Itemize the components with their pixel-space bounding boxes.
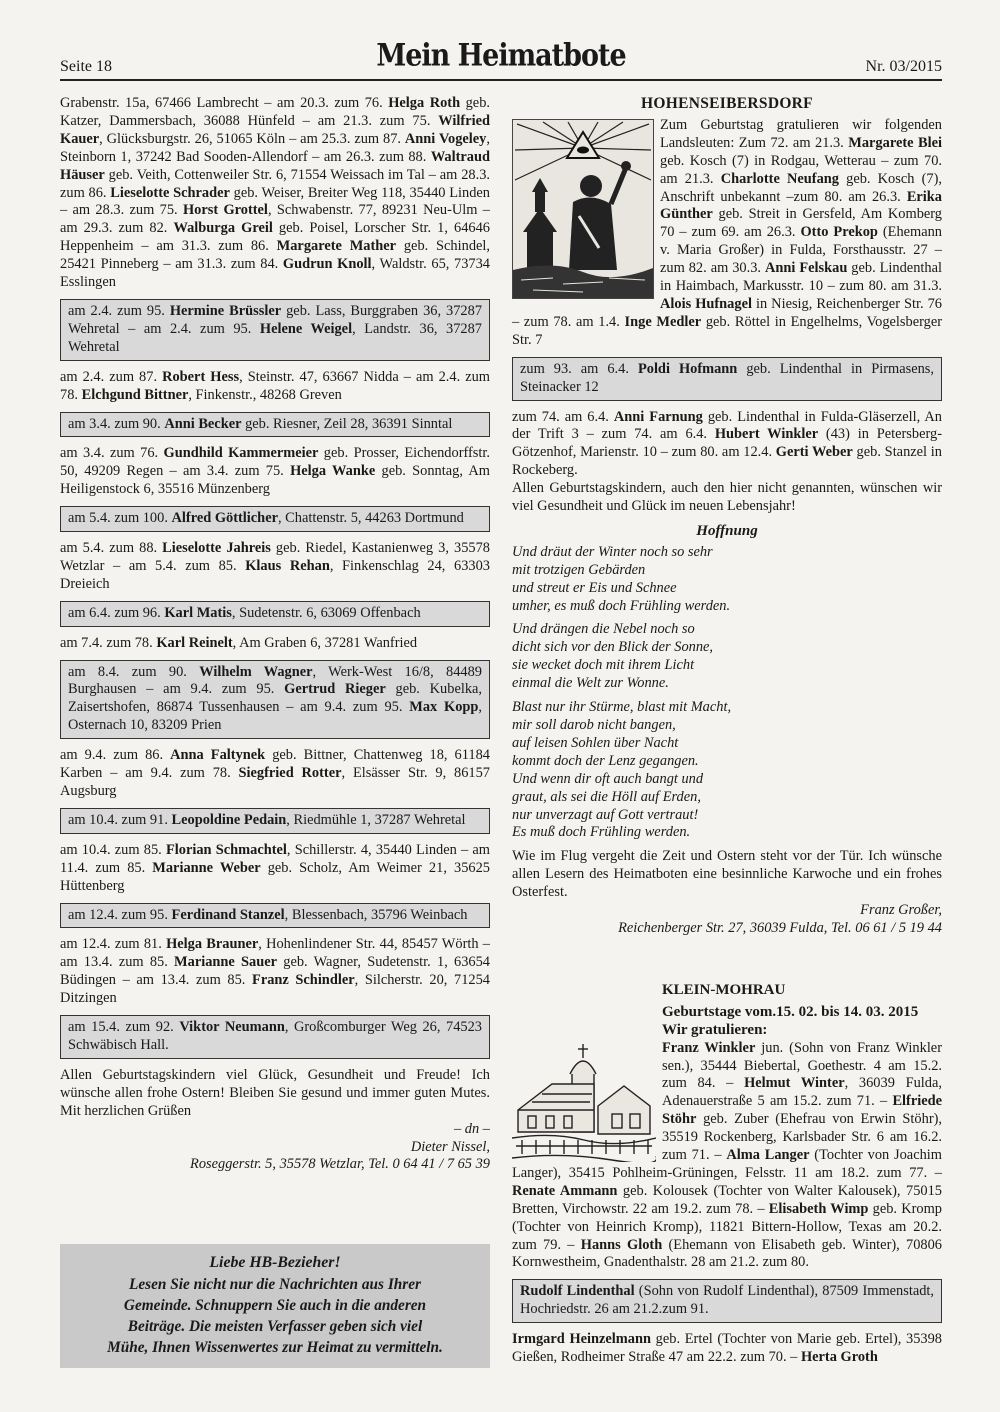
birthday-list-paragraph: am 5.4. zum 88. Lieselotte Jahreis geb. Riedel, Kastanienweg 3, 35578 Wetzlar – am 5.4. zum 85. Klaus Rehan, Finkenschlag 24, 63303 Dreieich: [60, 540, 490, 592]
person-name: Siegfried Rotter: [238, 765, 342, 782]
poem-stanza: [512, 544, 942, 616]
section-title-hohenseibersdorf: HOHENSEIBERSDORF: [641, 95, 813, 112]
person-name: Ferdinand Stanzel: [171, 906, 285, 923]
poem-line: mit trotzigen Gebärden: [512, 561, 646, 578]
klein-mohrau-subtitle: Geburtstage vom.15. 02. bis 14. 03. 2015: [662, 1003, 919, 1020]
signature-name: Dieter Nissel,: [410, 1138, 490, 1155]
person-name: Anni Becker: [164, 415, 242, 432]
poem-line: graut, als sei die Höll auf Erden,: [512, 788, 701, 805]
person-name: Gundhild Kammermeier: [163, 445, 319, 462]
person-name: Anni Vogeley: [404, 130, 487, 147]
birthday-list-paragraph: Zum Geburtstag gratulieren wir folgenden Landsleuten: Zum 72. am 21.3. Margarete Blei geb. Kosch (7) in Rodgau, Wetterau – zum 70. am 21.3. Charlotte Neufang geb. Kosch (7), Anschrift unbekannt –zum 80. am 26.3. Erika Günther geb. Streit in Gersfeld, Am Komberg 70 – zum 69. am 26.3. Otto Prekop (Ehemann v. Maria Großer) in Fulda, Forsthausstr. 27 – zum 82. am 30.3. Anni Felskau geb. Lindenthal in Haimbach, Markusstr. 10 – zum 80. am 31.3. Alois Hufnagel in Niesig, Reichenberger Str. 76 – zum 78. am 1.4. Inge Medler geb. Röttel in Engelhelms, Vogelsberger Str. 7: [512, 116, 943, 348]
highlight-box: am 10.4. zum 91. Leopoldine Pedain, Riedmühle 1, 37287 Wehretal: [60, 808, 490, 834]
person-name: Gudrun Knoll: [282, 256, 372, 273]
hb-notice-line: Mühe, Ihnen Wissenwertes zur Heimat zu vermitteln.: [107, 1339, 443, 1356]
poem-line: Und wenn dir oft auch bangt und: [512, 770, 704, 787]
person-name: Inge Medler: [624, 313, 702, 330]
birthday-list-paragraph: am 3.4. zum 76. Gundhild Kammermeier geb. Prosser, Eichendorffstr. 50, 49209 Regen – am 3.4. zum 75. Helga Wanke geb. Sonntag, Am Heiligenstock 6, 35516 Münzenberg: [60, 445, 491, 498]
person-name: Wilfried Kauer: [60, 112, 490, 147]
person-name: Irmgard Heinzelmann: [512, 1331, 651, 1348]
poem-line: einmal die Welt zur Wonne.: [512, 675, 669, 692]
person-name: Helga Brauner: [166, 936, 259, 953]
person-name: Waltraud Häuser: [60, 148, 490, 183]
birthday-list-paragraph: Irmgard Heinzelmann geb. Ertel (Tochter von Marie geb. Ertel), 35398 Gießen, Rodheimer Straße 47 am 22.2. zum 70. – Herta Groth: [512, 1331, 943, 1366]
poem-line: auf leisen Sohlen über Nacht: [512, 734, 679, 751]
person-name: Lieselotte Schrader: [110, 184, 230, 201]
poem-line: kommt doch der Lenz gegangen.: [512, 752, 699, 769]
person-name: Alois Hufnagel: [660, 295, 752, 312]
person-name: Helga Wanke: [290, 463, 376, 480]
person-name: Poldi Hofmann: [637, 360, 738, 377]
person-name: Margarete Blei: [848, 134, 942, 151]
hb-notice-line: Beiträge. Die meisten Verfasser geben sich viel: [127, 1318, 423, 1335]
person-name: Karl Matis: [164, 604, 232, 621]
poem-line: mir soll darob nicht bangen,: [512, 717, 676, 733]
hb-notice-line: Lesen Sie nicht nur die Nachrichten aus Ihrer: [129, 1276, 421, 1293]
person-name: Margarete Mather: [276, 238, 397, 255]
person-name: Anni Felskau: [764, 260, 848, 277]
highlight-box: am 2.4. zum 95. Hermine Brüssler geb. Lass, Burggraben 36, 37287 Wehretal – am 2.4. zum 95. Helene Weigel, Landstr. 36, 37287 Wehretal: [60, 299, 490, 361]
poem-line: sie wecket doch mit ihrem Licht: [512, 657, 695, 674]
person-name: Klaus Rehan: [245, 557, 330, 574]
person-name: Anni Farnung: [613, 408, 703, 425]
hb-notice-box: [60, 1244, 490, 1368]
signature-name: Franz Großer,: [860, 902, 942, 919]
signature-address: Roseggerstr. 5, 35578 Wetzlar, Tel. 0 64 41 / 7 65 39: [190, 1156, 490, 1173]
person-name: Florian Schmachtel: [165, 841, 287, 858]
poem-title: Hoffnung: [696, 522, 758, 539]
person-name: Gerti Weber: [775, 444, 853, 461]
birthday-list-paragraph: Franz Winkler jun. (Sohn von Franz Winkler sen.), 35444 Biebertal, Goethestr. 4 am 15.2. zum 84. – Helmut Winter, 36039 Fulda, Adenauerstraße 5 am 15.2. zum 71. – Elfriede Stöhr geb. Zuber (Ehefrau von Erwin Stöhr), 35519 Rockenberg, Karlsbader Str. 6 am 16.2. zum 71. – Alma Langer (Tochter von Joachim Langer), 35415 Pohlheim-Grüningen, Felsstr. 11 am 18.2. zum 77. – Renate Ammann geb. Kolousek (Tochter von Walter Kalousek), 75015 Bretten, Virchowstr. 22 am 19.2. zum 78. – Elisabeth Wimp geb. Kromp (Tochter von Heinrich Kromp), 11821 Bittern-Hollow, Texas am 20.2. zum 79. – Hanns Gloth (Ehemann von Elisabeth geb. Winter), 70806 Kornwestheim, Gnadenthalstr. 28 am 21.2. zum 80.: [512, 1039, 943, 1271]
left-column: [60, 95, 490, 1174]
birthday-list-paragraph: am 2.4. zum 87. Robert Hess, Steinstr. 47, 63667 Nidda – am 2.4. zum 78. Elchgund Bittner, Finkenstr., 48268 Greven: [60, 368, 490, 403]
poem-line: umher, es muß doch Frühling werden.: [512, 597, 731, 614]
person-name: Hubert Winkler: [714, 426, 819, 443]
person-name: Rudolf Lindenthal: [520, 1283, 635, 1300]
poem-line: nur unverzagt auf Gott vertraut!: [512, 806, 699, 823]
person-name: Wilhelm Wagner: [199, 663, 313, 680]
person-name: Herta Groth: [800, 1349, 878, 1366]
highlight-box: am 8.4. zum 90. Wilhelm Wagner, Werk-West 16/8, 84489 Burghausen – am 9.4. zum 95. Gertrud Rieger geb. Kubelka, Zaisertshofen, 86874 Tussenhausen – am 9.4. zum 95. Max Kopp, Osternach 10, 83209 Prien: [60, 660, 490, 740]
person-name: Elchgund Bittner: [81, 386, 189, 403]
poem-line: Es muß doch Frühling werden.: [512, 824, 691, 841]
person-name: Marianne Weber: [152, 859, 261, 876]
poem-line: Und drängen die Nebel noch so: [512, 621, 695, 638]
highlight-box: am 12.4. zum 95. Ferdinand Stanzel, Blessenbach, 35796 Weinbach: [60, 903, 490, 929]
person-name: Walburga Greil: [173, 220, 273, 237]
person-name: Charlotte Neufang: [720, 170, 839, 187]
signature-address: Reichenberger Str. 27, 36039 Fulda, Tel. 06 61 / 5 19 44: [618, 919, 942, 936]
hb-notice-line: Gemeinde. Schnuppern Sie auch in die anderen: [123, 1297, 427, 1314]
person-name: Hanns Gloth: [580, 1236, 663, 1253]
highlight-box: Rudolf Lindenthal (Sohn von Rudolf Lindenthal), 87509 Immenstadt, Hochriedstr. 26 am 21.2.zum 91.: [512, 1279, 942, 1323]
person-name: Viktor Neumann: [179, 1019, 285, 1036]
page-header: [60, 37, 942, 78]
saint-woodcut-icon: [512, 119, 654, 299]
easter-wishes-paragraph: Wie im Flug vergeht die Zeit und Ostern steht vor der Tür. Ich wünsche allen Lesern des Heimatboten eine besinnliche Karwoche und ein frohes Osterfest.: [512, 848, 942, 901]
poem-line: und streut er Eis und Schnee: [512, 579, 677, 596]
person-name: Alma Langer: [726, 1147, 810, 1164]
person-name: Gertrud Rieger: [284, 681, 386, 698]
person-name: Erika Günther: [660, 188, 942, 223]
issue-number: Nr. 03/2015: [865, 58, 942, 75]
person-name: Helmut Winter: [744, 1075, 845, 1092]
birthday-list-paragraph: zum 74. am 6.4. Anni Farnung geb. Lindenthal in Fulda-Gläserzell, An der Trift 3 – zum 74. am 6.4. Hubert Winkler (43) in Petersberg-Götzenhof, Marienstr. 10 – zum 80. am 12.4. Gerti Weber geb. Stanzel in Rockeberg.: [512, 408, 942, 479]
closing-text: Allen Geburtstagskindern viel Glück, Gesundheit und Freude! Ich wünsche allen frohe Ostern! Bleiben Sie gesund und immer guten Mutes. Mit herzlichen Grüßen: [60, 1066, 490, 1119]
person-name: Helene Weigel: [259, 320, 353, 337]
header-rule: [60, 79, 942, 81]
birthday-list-paragraph: am 9.4. zum 86. Anna Faltynek geb. Bittner, Chattenweg 18, 61184 Karben – am 9.4. zum 78. Siegfried Rotter, Elsässer Str. 9, 86157 Augsburg: [60, 747, 490, 799]
newspaper-title: Mein Heimatbote: [376, 37, 626, 74]
person-name: Alfred Göttlicher: [171, 510, 278, 527]
poem: [512, 544, 942, 843]
section-title-klein-mohrau: KLEIN-MOHRAU: [662, 981, 786, 998]
klein-mohrau-greeting: Wir gratulieren:: [662, 1021, 768, 1038]
person-name: Robert Hess: [162, 368, 240, 385]
wishes-paragraph: Allen Geburtstagskindern, auch den hier nicht genannten, wünschen wir viel Gesundheit und Glück im neuen Lebensjahr!: [512, 480, 942, 515]
person-name: Max Kopp: [409, 699, 479, 716]
poem-stanza: [512, 699, 942, 842]
poem-line: Und dräut der Winter noch so sehr: [512, 543, 713, 560]
poem-stanza: [512, 621, 942, 693]
highlight-box: am 15.4. zum 92. Viktor Neumann, Großcomburger Weg 26, 74523 Schwäbisch Hall.: [60, 1015, 490, 1059]
poem-line: Blast nur ihr Stürme, blast mit Macht,: [512, 699, 732, 716]
person-name: Helga Roth: [388, 95, 461, 111]
highlight-box: am 3.4. zum 90. Anni Becker geb. Riesner, Zeil 28, 36391 Sinntal: [60, 412, 490, 438]
person-name: Franz Winkler: [662, 1039, 756, 1056]
person-name: Otto Prekop: [800, 224, 878, 241]
person-name: Renate Ammann: [512, 1182, 618, 1199]
person-name: Marianne Sauer: [174, 954, 278, 971]
birthday-list-paragraph: am 7.4. zum 78. Karl Reinelt, Am Graben 6, 37281 Wanfried: [60, 634, 418, 651]
person-name: Franz Schindler: [252, 972, 355, 989]
person-name: Elisabeth Wimp: [768, 1200, 869, 1217]
person-name: Hermine Brüssler: [169, 302, 282, 319]
poem-line: dicht sich vor den Blick der Sonne,: [512, 639, 714, 656]
highlight-box: am 5.4. zum 100. Alfred Göttlicher, Chattenstr. 5, 44263 Dortmund: [60, 506, 490, 532]
person-name: Karl Reinelt: [156, 634, 233, 651]
birthday-list-paragraph: am 12.4. zum 81. Helga Brauner, Hohenlindener Str. 44, 85457 Wörth – am 13.4. zum 85. Marianne Sauer geb. Wagner, Sudetenstr. 1, 63654 Büdingen – am 13.4. zum 85. Franz Schindler, Silcherstr. 20, 71254 Ditzingen: [60, 936, 491, 1007]
person-name: Horst Grottel: [182, 202, 268, 219]
person-name: Leopoldine Pedain: [171, 811, 287, 828]
page-number: Seite 18: [60, 58, 112, 75]
village-church-icon: [512, 1042, 656, 1162]
birthday-list-paragraph: am 10.4. zum 85. Florian Schmachtel, Schillerstr. 4, 35440 Linden – am 11.4. zum 85. Marianne Weber geb. Scholz, Am Weimer 21, 35625 Hüttenberg: [60, 841, 490, 894]
signature-short: – dn –: [454, 1120, 490, 1137]
right-column: [512, 95, 942, 1374]
highlight-box: zum 93. am 6.4. Poldi Hofmann geb. Lindenthal in Pirmasens, Steinacker 12: [512, 357, 942, 401]
person-name: Elfriede Stöhr: [662, 1093, 942, 1128]
person-name: Anna Faltynek: [170, 747, 266, 764]
person-name: Lieselotte Jahreis: [162, 540, 271, 557]
hb-notice-title: Liebe HB-Bezieher!: [209, 1254, 341, 1271]
birthday-list-paragraph: Grabenstr. 15a, 67466 Lambrecht – am 20.3. zum 76. Helga Roth geb. Katzer, Dammersbach, 36088 Hünfeld – am 21.3. zum 75. Wilfried Kauer, Glücksburgstr. 26, 51065 Köln – am 25.3. zum 87. Anni Vogeley, Steinborn 1, 37242 Bad Sooden-Allendorf – am 26.3. zum 88. Waltraud Häuser geb. Veith, Cottenweiler Str. 6, 71554 Weissach im Tal – am 28.3. zum 86. Lieselotte Schrader geb. Weiser, Breiter Weg 118, 35440 Linden – am 28.3. zum 75. Horst Grottel, Schwabenstr. 77, 89231 Neu-Ulm – am 29.3. zum 82. Walburga Greil geb. Poisel, Lorscher Str. 1, 64646 Heppenheim – am 31.3. zum 86. Margarete Mather geb. Schindel, 25421 Pinneberg – am 31.3. zum 84. Gudrun Knoll, Waldstr. 65, 73734 Esslingen: [60, 95, 491, 291]
highlight-box: am 6.4. zum 96. Karl Matis, Sudetenstr. 6, 63069 Offenbach: [60, 601, 490, 627]
